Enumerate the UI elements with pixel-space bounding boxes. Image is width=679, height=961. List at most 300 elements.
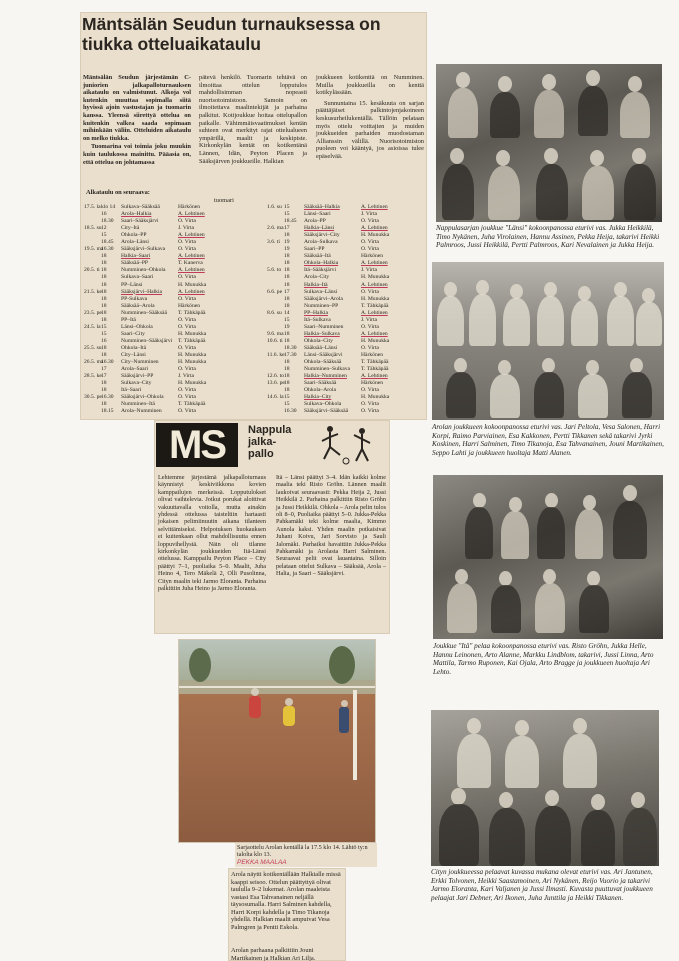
schedule-row (84, 338, 220, 345)
team-lansi-caption: Nappulasarjan joukkue "Länsi" kokoonpanossa eturivi vas. Jukka Heikkilä, Timo Nykänen, Juha Virolainen, Hannu Assinen, Pekka Heija, takarivi Heikki Palmroos, Jussi Heikkilä, Pertti Palmroos, Kari Nevalainen ja Jukka Heija. (436, 224, 660, 250)
schedule-time: 18.15 (101, 408, 114, 415)
schedule-time: 18 (101, 401, 107, 408)
schedule-match: Halkia–Numminen (304, 373, 347, 380)
schedule-date (267, 387, 284, 394)
schedule-time: 18 (284, 330, 290, 337)
schedule-match: City–Numminen (121, 359, 159, 366)
schedule-referee: O. Virta (178, 366, 196, 373)
schedule-row (84, 359, 220, 366)
schedule-row (267, 401, 403, 408)
schedule-match: Sulkava–Sääksää (121, 204, 160, 210)
team-ita-caption: Joukkue "Itä" pelaa kokoonpanossa eturivi vas. Risto Gröhn, Jukka Helle, Hannu Leinonen, Arto Alanne, Markku Lindblom, takarivi, Jussi Linna, Arto Mattila, Tarmo Ruponen, Kai Ojala, Arto Bragge ja joukkueen huoltaja Ari Lehto. (433, 642, 654, 676)
schedule-date (267, 366, 284, 373)
team-arola-photo (432, 262, 664, 420)
schedule-date (84, 366, 101, 373)
schedule-table-right (267, 204, 403, 415)
schedule-date: 24.5. la (84, 323, 101, 330)
schedule-row (267, 408, 403, 415)
schedule-time: 15 (101, 330, 107, 337)
schedule-time: 18 (101, 260, 107, 267)
schedule-match: Ohkola–Itä (121, 344, 147, 351)
schedule-time: 19 (284, 246, 290, 253)
schedule-date: 14.6. la (267, 394, 284, 401)
schedule-match: Saari–Sääksää (304, 380, 337, 387)
schedule-referee: O. Virta (178, 408, 196, 415)
match-color-photo (178, 639, 376, 843)
schedule-row (84, 246, 220, 253)
schedule-row (267, 267, 403, 274)
schedule-match: Itä–Sulkava (304, 316, 331, 323)
schedule-date: 23.5. pe (84, 309, 102, 316)
schedule-referee: J. Virta (361, 211, 378, 218)
schedule-referee: O. Virta (178, 344, 196, 351)
schedule-date: 5.6. to (267, 267, 282, 274)
schedule-row (267, 204, 403, 211)
schedule-referee: T. Tähkäpää (361, 302, 389, 309)
schedule-time: 18 (284, 274, 290, 281)
schedule-referee: H. Munukka (178, 380, 207, 387)
schedule-referee: T. Tähkäpää (178, 337, 206, 344)
schedule-row (267, 359, 403, 366)
schedule-match: Sääksjärvi–Arola (304, 295, 343, 302)
schedule-match: Sääksjärvi–City (304, 232, 340, 239)
schedule-row (267, 366, 403, 373)
schedule-row (84, 366, 220, 373)
schedule-time: 18 (284, 253, 290, 260)
schedule-row (84, 352, 220, 359)
schedule-referee: Härkönen (361, 380, 384, 387)
schedule-referee: O. Virta (178, 323, 196, 330)
schedule-match: Halkia–Sulkava (304, 330, 340, 337)
schedule-time: 16 (101, 337, 107, 344)
schedule-referee: Härkönen (178, 204, 201, 210)
schedule-time: 18 (101, 267, 107, 274)
arola-halkia-report: Arola näytti kotikentällään Halkialle missä kaappi seisoo. Ottelun päättyttyä olivat taululla 9–2 lukemat. Arolan maaleista vastasi Esa Tahvanainen neljällä täysosumalla. Harri Salminen kahdella, Harri Korpi kahdella ja Timo Tikanoja yhdellä. Halkian maalit ampuivat Vesa Palmgren ja Pentti Eskola. (231, 871, 341, 931)
arola-halkia-best-players: Arolan parhaana palkittiin Jouni Martikainen ja Halkian Ari Lilja. (231, 947, 316, 961)
schedule-match: Sulkava–Länsi (304, 288, 338, 295)
schedule-date: 21.5. ke (84, 288, 102, 295)
schedule-time: 18 (101, 253, 107, 260)
schedule-row (84, 253, 220, 260)
schedule-match: Arola–Numminen (121, 408, 162, 415)
schedule-title: Alkataulu on seuraava: (86, 189, 150, 196)
schedule-referee: O. Virta (361, 387, 379, 394)
schedule-match: Halkia–City (304, 394, 332, 401)
schedule-time: 18 (284, 281, 290, 288)
schedule-match: Sääksää–Halkia (304, 204, 340, 210)
schedule-row (267, 345, 403, 352)
schedule-time: 18 (101, 274, 107, 281)
schedule-referee: H. Munukka (178, 359, 207, 366)
schedule-referee: J. Virta (361, 316, 378, 323)
schedule-time: 18 (101, 309, 107, 316)
schedule-match: Numminen–Ohkola (121, 267, 166, 274)
schedule-match: Numminen–Sääksää (121, 309, 167, 316)
schedule-match: Länsi–Sääksjärvi (304, 351, 343, 358)
schedule-date: 2.6. ma (267, 225, 284, 232)
schedule-row (84, 282, 220, 289)
schedule-date: 9.6. ma (267, 330, 284, 337)
schedule-date (84, 352, 101, 359)
schedule-row (267, 303, 403, 310)
schedule-date: 17.5. la (84, 204, 101, 210)
schedule-match: Arola–Länsi (121, 239, 149, 246)
schedule-row (267, 232, 403, 239)
schedule-date (84, 338, 101, 345)
schedule-date (84, 282, 101, 289)
schedule-row (267, 289, 403, 296)
schedule-referee: A. Lehtinen (178, 288, 205, 295)
schedule-time: 16.30 (101, 359, 114, 366)
schedule-date (267, 345, 284, 352)
schedule-date: 30.5. pe (84, 394, 102, 401)
football-players-illustration (318, 423, 384, 467)
schedule-referee: A. Lehtinen (361, 225, 388, 232)
schedule-match: Saari–City (121, 330, 145, 337)
schedule-date (267, 274, 284, 281)
schedule-match: Sulkava–Saari (121, 274, 154, 281)
schedule-date (267, 218, 284, 225)
schedule-date (84, 331, 101, 338)
schedule-date (84, 401, 101, 408)
schedule-row (267, 274, 403, 281)
schedule-time: 18 (284, 366, 290, 373)
schedule-row (84, 394, 220, 401)
schedule-referee: T. Tähkäpää (361, 359, 389, 366)
schedule-referee: A. Lehtinen (361, 204, 388, 210)
schedule-date (267, 303, 284, 310)
schedule-time: 18 (101, 281, 107, 288)
schedule-referee-header: tuomari (214, 197, 234, 204)
schedule-time: 18.30 (284, 344, 297, 351)
schedule-match: Ohkola–Halkia (304, 260, 339, 267)
schedule-row (267, 338, 403, 345)
schedule-row (267, 394, 403, 401)
schedule-time: 18.45 (284, 218, 297, 225)
schedule-match: City–Länsi (121, 351, 146, 358)
schedule-referee: O. Virta (361, 246, 379, 253)
schedule-date (267, 246, 284, 253)
schedule-date (267, 401, 284, 408)
article-intro-col3: joukkueen kotikenttä on Numminen. Muilla joukkueilla on kenttä kotikylässään. Sunnuntaina 15. kesäkuuta on sarjan päättäjäiset palkintojenjakoineen keskusurheilukentällä. Tällöin pelataan myös ottelu voittajien ja muiden joukkueiden parhaiden muodostaman Allianssin välillä. Nuorisotoimiston puoleen voi kääntyä, jos asioissa tulee epäselvää. (316, 74, 424, 160)
schedule-referee: O. Virta (361, 323, 379, 330)
schedule-date (267, 317, 284, 324)
schedule-referee: O. Virta (178, 295, 196, 302)
schedule-time: 17 (101, 373, 107, 380)
schedule-row (267, 310, 403, 317)
schedule-referee: T. Kanerva (178, 260, 203, 267)
schedule-match: Halkia–Itä (304, 281, 328, 288)
schedule-match: PP–Halkia (304, 309, 328, 316)
schedule-match: Sääksää–Itä (304, 253, 331, 260)
schedule-time: 19 (284, 239, 290, 246)
schedule-row (267, 331, 403, 338)
schedule-referee: O. Virta (178, 394, 196, 401)
schedule-date: 1.6. su (267, 204, 282, 210)
schedule-row (267, 239, 403, 246)
schedule-time: 18 (284, 359, 290, 366)
schedule-time: 17 (101, 366, 107, 373)
schedule-date: 8.6. su (267, 309, 282, 316)
schedule-match: Sulkava–Ohkola (304, 401, 342, 408)
ms-report-col1: Lehtemme järjestämä jalkapalloturnaus käynnistyi keskiviikkona kovien kamppailujen merkeissä. Lopputulokset olivat vaihtelevia. Jotkut porukat aloittivat vakuuttavalla voitolla, mutta ainakin yhdessä ottelussa taisteltiin hartaasti jokaisen pelimiinuutin aikana tilanteen selvittämiseksi. Helpotuksen huokauksen ei kuitenkaan ollut mahdollisuutta ennen loppuvihellystä. Näin oli tilanne kirkonkylän joukkueiden Itä-Länsi ottelussa. Kamppailu Peyton Place – City päättyi 7–1, puoliaika 5–0. Maalit, Juha Heino 4, Tero Mäkelä 2, Olli Pusolinna, Cityn maalin teki Jarmo Eloranta. Parhaina palkittiin Juha Heino ja Jarmo Eloranta. (158, 474, 266, 593)
schedule-referee: A. Lehtinen (361, 260, 388, 267)
schedule-row (84, 310, 220, 317)
schedule-match: Ohkola–City (304, 337, 333, 344)
schedule-row (267, 282, 403, 289)
schedule-row (84, 345, 220, 352)
schedule-match: Sääksää–PP (121, 260, 149, 267)
schedule-row (267, 373, 403, 380)
schedule-date: 10.6. ti (267, 337, 283, 344)
schedule-row (84, 211, 220, 218)
schedule-match: Halkia–Länsi (304, 225, 335, 232)
schedule-match: PP–Itä (121, 316, 136, 323)
schedule-referee: A. Lehtinen (361, 309, 388, 316)
schedule-row (84, 239, 220, 246)
schedule-match: PP–Länsi (121, 281, 143, 288)
schedule-date (84, 408, 101, 415)
schedule-date (84, 303, 101, 310)
schedule-time: 18 (284, 295, 290, 302)
schedule-referee: A. Lehtinen (178, 211, 205, 218)
schedule-match: Sääksjärvi–Halkia (121, 288, 163, 295)
schedule-match: PP-Sulkava (121, 295, 148, 302)
schedule-time: 15 (284, 204, 290, 210)
schedule-date (84, 317, 101, 324)
schedule-match: Ohkola–Sääksää (304, 359, 342, 366)
schedule-row (84, 317, 220, 324)
schedule-match: Arola–Saari (121, 366, 149, 373)
schedule-row (84, 303, 220, 310)
schedule-referee: A. Lehtinen (361, 330, 388, 337)
schedule-date (267, 282, 284, 289)
schedule-time: 16.30 (101, 394, 114, 401)
schedule-date: 11.6. ke (267, 351, 285, 358)
schedule-row (267, 260, 403, 267)
schedule-referee: O. Virta (178, 239, 196, 246)
schedule-match: Arola–City (304, 274, 330, 281)
schedule-time: 14 (284, 309, 290, 316)
schedule-referee: O. Virta (361, 218, 379, 225)
schedule-row (84, 274, 220, 281)
schedule-referee: T. Tähkäpää (361, 366, 389, 373)
schedule-referee: H. Munukka (361, 232, 390, 239)
schedule-time: 18 (101, 302, 107, 309)
schedule-time: 19 (284, 323, 290, 330)
schedule-row (267, 225, 403, 232)
team-city-caption: Cityn joukkueessa pelaavat kuvassa mukana olevat eturivi vas. Ari Jantunen, Erkki Tolvonen, Heikki Saastamoinen, Ari Nykänen, Reijo Vuorio ja takarivi Jarmo Eloranta, Kari Valjanen ja Jussi Ilmasti. Kuvasta puuttuvat joukkueen pelaajat Jari Debner, Ari Ikonen, Juha Junttila ja Heikki Tikkanen. (431, 868, 653, 902)
schedule-date (84, 253, 101, 260)
schedule-time: 17 (284, 288, 290, 295)
schedule-referee: J. Virta (178, 225, 195, 232)
schedule-referee: O. Virta (178, 218, 196, 225)
schedule-match: Ohkola–PP (121, 232, 147, 239)
schedule-time: 18 (101, 316, 107, 323)
schedule-match: Sääksjärvi–Sulkava (121, 246, 166, 253)
schedule-referee: A. Lehtinen (178, 232, 205, 239)
schedule-referee: A. Lehtinen (361, 281, 388, 288)
schedule-match: Arola–Halkia (121, 211, 152, 218)
schedule-row (267, 246, 403, 253)
schedule-time: 18 (284, 387, 290, 394)
schedule-time: 15 (284, 394, 290, 401)
schedule-row (267, 317, 403, 324)
schedule-date: 20.5. ti (84, 267, 100, 274)
schedule-row (84, 218, 220, 225)
schedule-date: 18.5. su (84, 225, 102, 232)
schedule-match: Sääksää–Arola (121, 302, 155, 309)
schedule-time: 15 (284, 401, 290, 408)
schedule-referee: A. Lehtinen (178, 253, 205, 260)
schedule-date (84, 211, 101, 218)
schedule-referee: O. Virta (361, 239, 379, 246)
schedule-referee: H. Munukka (361, 337, 390, 344)
schedule-row (84, 296, 220, 303)
schedule-date (84, 239, 101, 246)
schedule-match: Saari–Numminen (304, 323, 344, 330)
schedule-match: Arola–Sulkava (304, 239, 338, 246)
schedule-row (267, 324, 403, 331)
schedule-row (267, 352, 403, 359)
arola-halkia-clipping (228, 868, 346, 961)
schedule-date (267, 232, 284, 239)
team-ita-photo (433, 475, 663, 639)
schedule-row (84, 373, 220, 380)
schedule-match: Numminen–Itä (121, 401, 155, 408)
schedule-row (84, 387, 220, 394)
schedule-time: 15 (101, 232, 107, 239)
schedule-referee: H. Munukka (361, 394, 390, 401)
schedule-row (84, 380, 220, 387)
article-headline: Mäntsälän Seudun turnauksessa on tiukka otteluaikataulu (82, 14, 381, 54)
schedule-time: 18 (284, 380, 290, 387)
match-photo-caption: Sarjaottelu Arolan kentällä la 17.5 klo 14. Lähtö ty:n talolta klo 13. PEKKA MAALAA (235, 843, 377, 867)
schedule-time: 18 (101, 380, 107, 387)
schedule-match: Numminen–PP (304, 302, 339, 309)
schedule-date (84, 218, 101, 225)
schedule-date (267, 324, 284, 331)
schedule-time: 18 (284, 302, 290, 309)
schedule-time: 15 (101, 323, 107, 330)
schedule-time: 16 (101, 211, 107, 218)
schedule-time: klo 14 (101, 204, 116, 210)
schedule-time: 18 (101, 344, 107, 351)
schedule-row (267, 211, 403, 218)
schedule-date (267, 408, 284, 415)
schedule-match: Länsi–Ohkola (121, 323, 153, 330)
handwritten-note: PEKKA MAALAA (237, 858, 287, 866)
schedule-referee: T. Tähkäpää (178, 401, 206, 408)
schedule-date: 3.6. ti (267, 239, 280, 246)
schedule-match: City–Itä (121, 225, 140, 232)
schedule-date (84, 274, 101, 281)
schedule-time: 15 (284, 211, 290, 218)
schedule-time: 18 (284, 232, 290, 239)
schedule-time: 17 (284, 225, 290, 232)
schedule-match: Saari–PP (304, 246, 325, 253)
schedule-referee: O. Virta (178, 274, 196, 281)
schedule-row (84, 324, 220, 331)
schedule-referee: O. Virta (361, 408, 379, 415)
team-lansi-photo (436, 64, 662, 222)
schedule-date: 19.5. ma (84, 246, 104, 253)
schedule-match: Numminen–Sääksjärvi (121, 337, 173, 344)
schedule-time: 18 (101, 351, 107, 358)
schedule-row (84, 225, 220, 232)
team-city-photo (431, 710, 659, 866)
schedule-time: 18 (101, 288, 107, 295)
schedule-referee: H. Munukka (361, 274, 390, 281)
schedule-time: 12 (101, 225, 107, 232)
schedule-match: Sulkava–City (121, 380, 152, 387)
schedule-referee: Härkönen (178, 302, 201, 309)
schedule-row (267, 253, 403, 260)
schedule-table-left (84, 204, 220, 415)
schedule-match: Numminen–Sulkava (304, 366, 350, 373)
schedule-date: 28.5. ke (84, 373, 102, 380)
schedule-time: 17.30 (284, 351, 297, 358)
schedule-row (84, 408, 220, 415)
schedule-date: 12.6. to (267, 373, 284, 380)
schedule-date: 26.5. ma (84, 359, 104, 366)
schedule-referee: O. Virta (361, 344, 379, 351)
schedule-date (84, 260, 101, 267)
schedule-time: 16.30 (101, 246, 114, 253)
schedule-match: Ohkola–Arola (304, 387, 337, 394)
article-intro-col1: Mäntsälän Seudun järjestämän C-juniorien jalkapalloturnauksen aikataulu on valmistunut. Alkoja vol kutenkin muuttaa sopimalla siitä hyvissä ajoin vastustajan ja tuomarin kanssa. Yleensä siirettyä otteluа on kuitenkin valkea saada sopimaan mihinkään väliin. Otteluiden aikataulu on melko tiukka. Tuomarina voi toimia joku muukin kuin taulukossa mainittu. Pääasia on, että ottelua on johtamassa (83, 74, 191, 166)
schedule-row (267, 380, 403, 387)
schedule-referee: A. Lehtinen (178, 267, 205, 274)
schedule-row (267, 218, 403, 225)
schedule-row (84, 401, 220, 408)
schedule-referee: J. Virta (178, 373, 195, 380)
schedule-date (267, 359, 284, 366)
ms-title: Nappula jalka- pallo (248, 424, 292, 460)
schedule-referee: H. Munukka (178, 330, 207, 337)
schedule-article-clipping (80, 12, 427, 420)
schedule-row (267, 387, 403, 394)
schedule-match: Sääksää–Länsi (304, 344, 338, 351)
schedule-row (84, 267, 220, 274)
schedule-time: 18 (101, 295, 107, 302)
schedule-row (84, 204, 220, 211)
schedule-match: Sääksjärvi–PP (121, 373, 154, 380)
schedule-time: 18 (101, 387, 107, 394)
schedule-match: Arola–PP (304, 218, 326, 225)
schedule-row (84, 289, 220, 296)
team-arola-caption: Arolan joukkueen kokoonpanossa eturivi vas. Jari Peltola, Vesa Salonen, Harri Korpi, Raimo Parviainen, Esa Kakkonen, Pertti Tikkanen sekä takarivi Jyrki Koskinen, Harri Salminen, Timo Tikanoja, Esa Tahvanainen, Jouni Martikainen, Seppo Lahti ja joukkueen huoltaja Matti Alanen. (432, 423, 664, 457)
schedule-referee: Härkönen (361, 253, 384, 260)
schedule-referee: J. Virta (361, 267, 378, 274)
schedule-time: 16.30 (284, 408, 297, 415)
schedule-date (84, 232, 101, 239)
schedule-time: 18 (284, 337, 290, 344)
schedule-referee: H. Munukka (178, 351, 207, 358)
schedule-row (84, 232, 220, 239)
schedule-match: Itä–Sääksjärvi (304, 267, 336, 274)
schedule-referee: T. Tähkäpää (178, 309, 206, 316)
schedule-time: 18 (284, 267, 290, 274)
schedule-date: 25.5. su (84, 344, 102, 351)
schedule-match: Sääksjärvi–Ohkola (121, 394, 164, 401)
schedule-date (84, 296, 101, 303)
schedule-date (267, 296, 284, 303)
schedule-referee: O. Virta (178, 246, 196, 253)
schedule-date (84, 387, 101, 394)
schedule-referee: O. Virta (361, 288, 379, 295)
schedule-time: 18 (284, 373, 290, 380)
